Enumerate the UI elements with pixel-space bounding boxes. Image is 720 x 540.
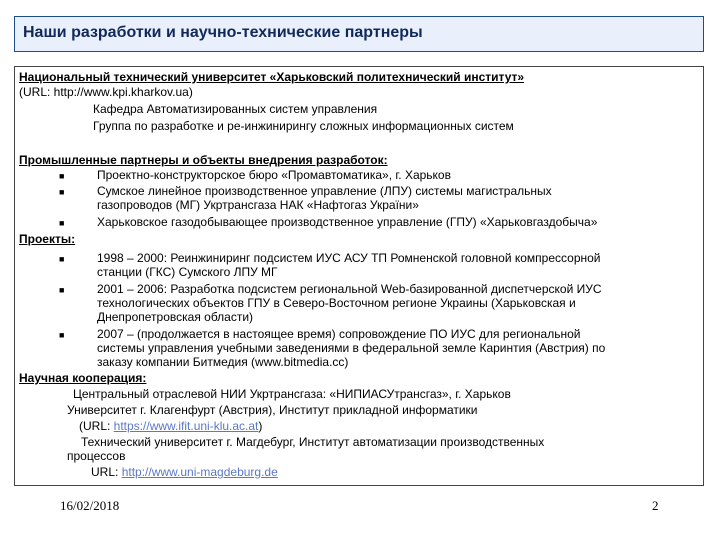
bullet-icon: ■ <box>59 330 65 340</box>
list-item: 2007 – (продолжается в настоящее время) сопровождение ПО ИУС для региональной <box>97 327 581 341</box>
magdeburg-university-cont: процессов <box>67 449 126 463</box>
list-item-cont: системы управления учебными заведениями в федеральной земле Каринтия (Австрия) по <box>97 341 606 355</box>
bullet-icon: ■ <box>59 285 65 295</box>
magdeburg-url-line <box>91 465 278 479</box>
institute: Центральный отраслевой НИИ Укртрансгаза: «НИПИАСУтрансгаз», г. Харьков <box>73 387 511 401</box>
department: Кафедра Автоматизированных систем управления <box>93 102 378 116</box>
list-item: Проектно-конструкторское бюро «Промавтоматика», г. Харьков <box>97 168 451 182</box>
url-prefix: (URL: <box>79 419 114 433</box>
content-box <box>14 66 704 486</box>
url-suffix: ) <box>258 419 263 433</box>
bullet-icon: ■ <box>59 171 65 181</box>
klagenfurt-university: Университет г. Клагенфурт (Австрия), Институт прикладной информатики <box>67 403 478 417</box>
list-item-cont: газопроводов (МГ) Укртрансгаза НАК «Нафтогаз України» <box>97 198 419 212</box>
klagenfurt-link[interactable]: https://www.ifit.uni-klu.ac.at <box>113 419 259 433</box>
date: 16/02/2018 <box>60 498 120 513</box>
list-item: Харьковское газодобывающее производственное управление (ГПУ) «Харьковгаздобыча» <box>97 215 598 229</box>
magdeburg-link[interactable]: http://www.uni-magdeburg.de <box>121 465 278 479</box>
klagenfurt-url-line <box>79 419 262 433</box>
page-number: 2 <box>652 498 659 513</box>
university-url: (URL: http://www.kpi.kharkov.ua) <box>19 85 193 99</box>
cooperation-heading: Научная кооперация: <box>19 371 147 385</box>
list-item-cont: станции (ГКС) Сумского ЛПУ МГ <box>97 265 278 279</box>
list-item: Сумское линейное производственное управление (ЛПУ) системы магистральных <box>97 184 552 198</box>
list-item-cont: заказу компании Битмедия (www.bitmedia.cc) <box>97 355 349 369</box>
bullet-icon: ■ <box>59 187 65 197</box>
list-item: 1998 – 2000: Реинжиниринг подсистем ИУС АСУ ТП Ромненской головной компрессорной <box>97 251 601 265</box>
page-title: Наши разработки и научно-технические партнеры <box>23 24 423 41</box>
list-item: 2001 – 2006: Разработка подсистем региональной Web-базированной диспетчерской ИУС <box>97 282 602 296</box>
magdeburg-university: Технический университет г. Магдебург, Институт автоматизации производственных <box>81 435 545 449</box>
group: Группа по разработке и ре-инжинирингу сложных информационных систем <box>93 119 514 133</box>
projects-heading: Проекты: <box>19 232 76 246</box>
bullet-icon: ■ <box>59 218 65 228</box>
url-prefix: URL: <box>91 465 122 479</box>
partners-heading: Промышленные партнеры и объекты внедрения разработок: <box>19 153 388 167</box>
university-name: Национальный технический университет «Харьковский политехнический институт» <box>19 70 525 84</box>
list-item-cont: технологических объектов ГПУ в Северо-Восточном регионе Украины (Харьковская и <box>97 296 576 310</box>
title-bar <box>14 16 704 52</box>
bullet-icon: ■ <box>59 254 65 264</box>
list-item-cont: Днепропетровская области) <box>97 310 254 324</box>
